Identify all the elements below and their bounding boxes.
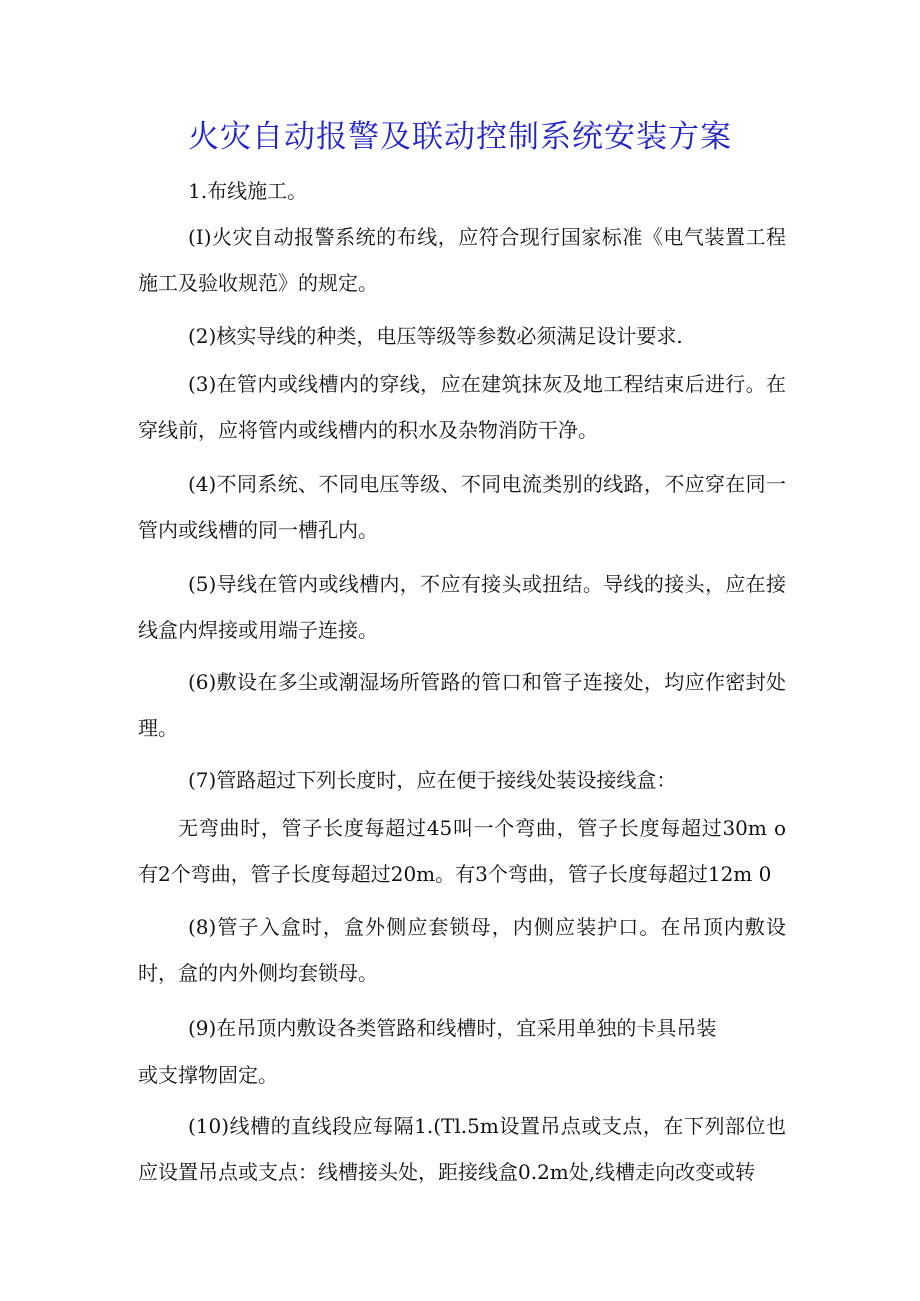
paragraph-9: 无弯曲时，管子长度每超过45叫一个弯曲，管子长度每超过30m o有2个弯曲，管子长度每超过20m。有3个弯曲，管子长度每超过12m 0 bbox=[138, 816, 786, 886]
paragraph-12: 或支撑物固定。 bbox=[138, 1063, 278, 1087]
paragraph-10: (8)管子入盒时，盒外侧应套锁母，内侧应装护口。在吊顶内敷设时，盒的内外侧均套锁母。 bbox=[138, 915, 786, 985]
paragraph-7: (6)敷设在多尘或潮湿场所管路的管口和管子连接处，均应作密封处理。 bbox=[138, 670, 786, 740]
paragraph-3: (2)核实导线的种类，电压等级等参数必须满足设计要求. bbox=[188, 324, 683, 348]
paragraph-8: (7)管路超过下列长度时，应在便于接线处装设接线盒： bbox=[188, 768, 677, 792]
document-title: 火灾自动报警及联动控制系统安装方案 bbox=[188, 119, 732, 155]
paragraph-11: (9)在吊顶内敷设各类管路和线槽时，宜采用单独的卡具吊装 bbox=[188, 1016, 717, 1040]
paragraph-6: (5)导线在管内或线槽内，不应有接头或扭结。导线的接头，应在接线盒内焊接或用端子连接。 bbox=[138, 572, 786, 642]
paragraph-4: (3)在管内或线槽内的穿线，应在建筑抹灰及地工程结束后进行。在穿线前，应将管内或线槽内的积水及杂物消防干净。 bbox=[138, 372, 786, 442]
paragraph-1: 1.布线施工。 bbox=[188, 179, 308, 203]
paragraph-13: (10)线槽的直线段应每隔1.(Tl.5m设置吊点或支点，在下列部位也应设置吊点或支点：线槽接头处，距接线盒0.2m处,线槽走向改变或转 bbox=[138, 1114, 786, 1184]
paragraph-5: (4)不同系统、不同电压等级、不同电流类别的线路，不应穿在同一管内或线槽的同一槽孔内。 bbox=[138, 472, 786, 542]
paragraph-2: (I)火灾自动报警系统的布线，应符合现行国家标准《电气装置工程施工及验收规范》的规定。 bbox=[138, 225, 786, 295]
